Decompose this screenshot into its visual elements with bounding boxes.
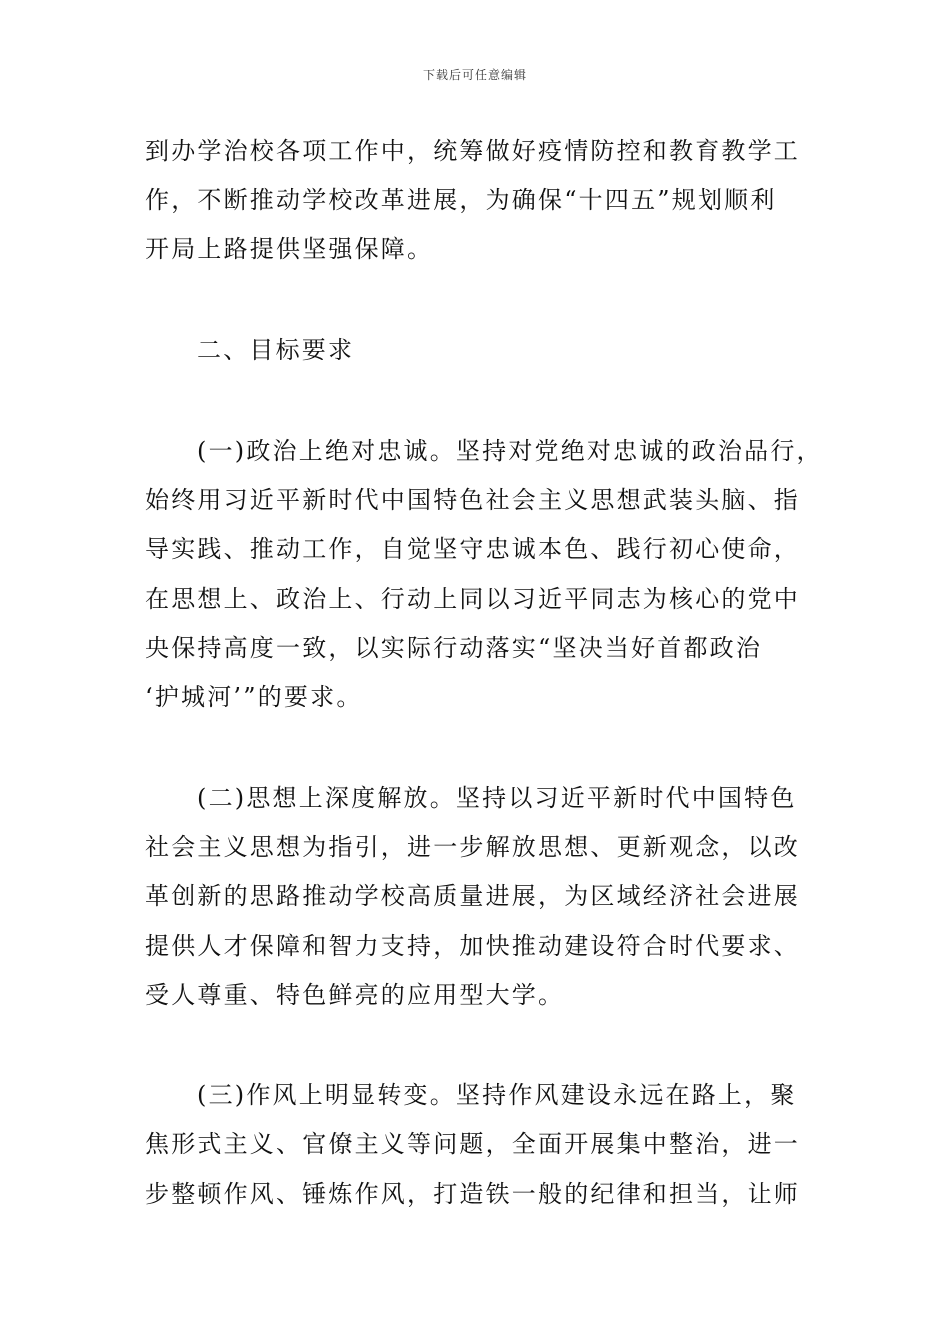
paragraph-line: 社会主义思想为指引，进一步解放思想、更新观念，以改 — [145, 833, 800, 861]
paragraph-line: 步整顿作风、锤炼作风，打造铁一般的纪律和担当，让师 — [145, 1180, 800, 1208]
paragraph-line: ‘护城河’”的要求。 — [145, 683, 363, 711]
paragraph-line: (二)思想上深度解放。坚持以习近平新时代中国特色 — [197, 784, 797, 812]
paragraph-line: 到办学治校各项工作中，统筹做好疫情防控和教育教学工 — [145, 137, 800, 165]
paragraph-line: 导实践、推动工作，自觉坚守忠诚本色、践行初心使命， — [145, 535, 800, 563]
paragraph-line: 焦形式主义、官僚主义等问题，全面开展集中整治，进一 — [145, 1130, 800, 1158]
paragraph-line: 在思想上、政治上、行动上同以习近平同志为核心的党中 — [145, 585, 800, 613]
paragraph-line: 作，不断推动学校改革进展，为确保“十四五”规划顺利 — [145, 186, 777, 214]
paragraph-line: 央保持高度一致，以实际行动落实“坚决当好首都政治 — [145, 634, 763, 662]
paragraph-line: 始终用习近平新时代中国特色社会主义思想武装头脑、指 — [145, 486, 800, 514]
paragraph-line: (三)作风上明显转变。坚持作风建设永远在路上，聚 — [197, 1081, 797, 1109]
paragraph-line: 开局上路提供坚强保障。 — [145, 235, 434, 263]
header-note: 下载后可任意编辑 — [422, 68, 527, 82]
paragraph-line: 受人尊重、特色鲜亮的应用型大学。 — [145, 981, 565, 1009]
paragraph-line: (一)政治上绝对忠诚。坚持对党绝对忠诚的政治品行， — [197, 437, 823, 465]
paragraph-line: 提供人才保障和智力支持，加快推动建设符合时代要求、 — [145, 932, 800, 960]
section-heading: 二、目标要求 — [197, 336, 355, 364]
paragraph-line: 革创新的思路推动学校高质量进展，为区域经济社会进展 — [145, 882, 800, 910]
